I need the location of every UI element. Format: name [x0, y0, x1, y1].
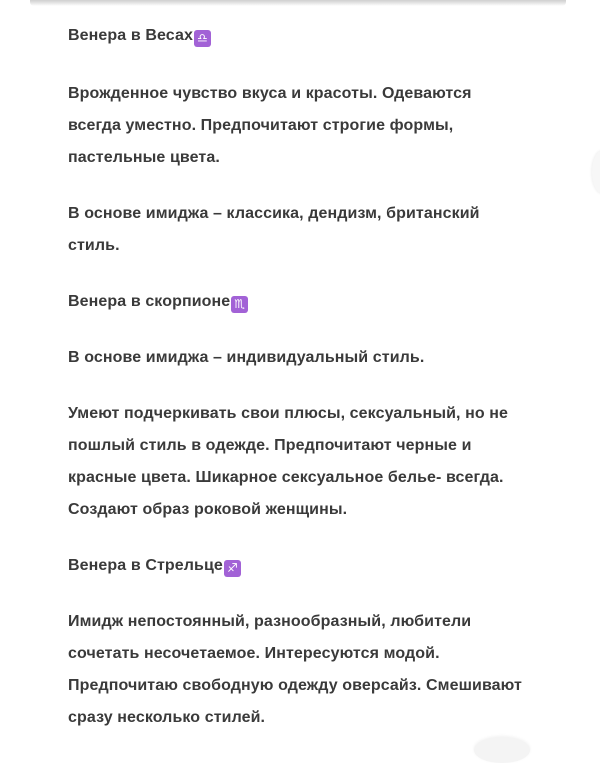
sagittarius-paragraph-1: Имидж непостоянный, разнообразный, любители сочетать несочетаемое. Интересуются модой. Предпочитаю свободную одежду оверсайз. Смешивают сразу несколько стилей. — [68, 613, 522, 726]
section-title-text: Венера в Весах — [68, 27, 193, 44]
section-title-text: Венера в Стрельце — [68, 557, 223, 574]
side-scroll-hint — [592, 150, 600, 194]
sagittarius-icon: ♐ — [224, 560, 241, 577]
bottom-scroll-hint — [474, 737, 530, 763]
top-edge-shadow — [30, 0, 566, 6]
section-title-sagittarius — [68, 550, 568, 582]
section-title-text: Венера в скорпионе — [68, 293, 231, 310]
libra-icon: ♎ — [194, 30, 211, 47]
scorpio-paragraph-2: Умеют подчеркивать свои плюсы, сексуальный, но не пошлый стиль в одежде. Предпочитают черные и красные цвета. Шикарное сексуальное белье- всегда. Создают образ роковой женщины. — [68, 405, 509, 518]
article-body — [68, 20, 568, 734]
libra-paragraph-1: Врожденное чувство вкуса и красоты. Одеваются всегда уместно. Предпочитают строгие формы, пастельные цвета. — [68, 85, 472, 166]
libra-paragraph-2: В основе имиджа – классика, дендизм, британский стиль. — [68, 205, 480, 254]
section-title-scorpio — [68, 286, 568, 318]
scorpio-icon: ♏ — [231, 296, 248, 313]
scorpio-paragraph-1: В основе имиджа – индивидуальный стиль. — [68, 349, 425, 366]
section-title-libra — [68, 20, 568, 52]
